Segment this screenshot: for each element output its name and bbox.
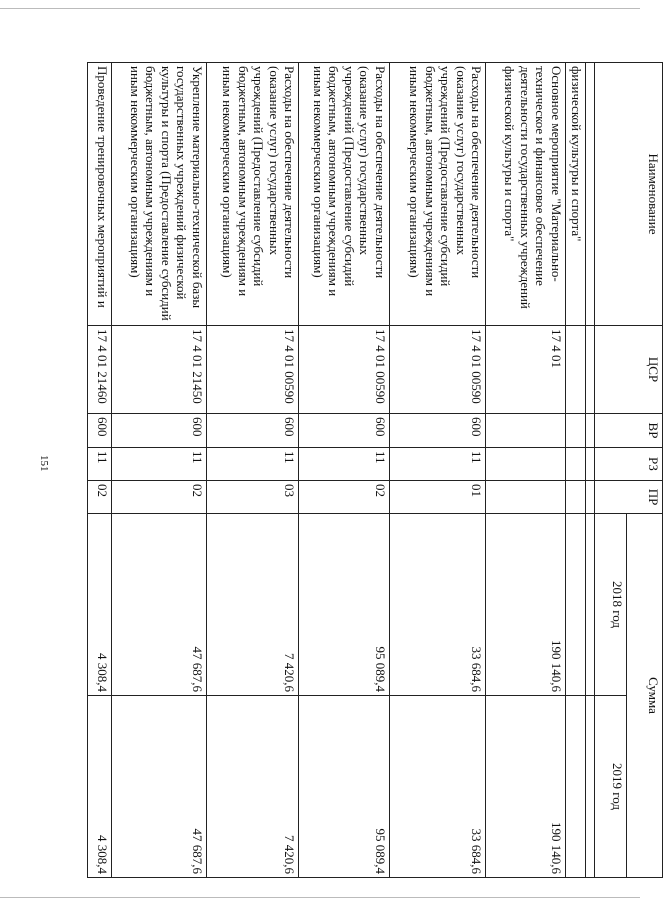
row-pr: 01 [389,481,486,514]
budget-table-rotated [87,62,663,877]
row-pr: 03 [206,481,298,514]
row-pr: 02 [112,481,207,514]
scan-edge-top [0,8,640,9]
row-pr: 02 [88,481,112,514]
row-pr [565,481,585,514]
header-name: Наименование [594,63,662,326]
header-csr: ЦСР [594,326,662,414]
row-vr: 600 [206,414,298,448]
row-sum-2018: 7 420,6 [206,514,298,696]
row-sum-2019 [565,696,585,878]
page-number: 151 [38,455,50,472]
table-row [112,63,207,878]
row-vr: 600 [299,414,389,448]
row-csr: 17 4 01 [486,326,565,414]
spacer-row [585,63,594,878]
row-name: Проведение тренировочных мероприятий и [88,63,112,326]
row-name: Расходы на обеспечение деятельности (оказание услуг) государственных учреждений (Предоставление субсидий бюджетным, автономным учреждениям и иным некоммерческим организациям) [206,63,298,326]
row-sum-2018: 47 687,6 [112,514,207,696]
row-csr: 17 4 01 21460 [88,326,112,414]
row-pr: 02 [299,481,389,514]
scan-edge-bottom [0,897,640,898]
row-rz: 11 [389,448,486,481]
row-name: Укрепление материально-технической базы государственных учреждений физической культуры и спорта (Предоставление субсидий бюджетным, автономным учреждениям и иным некоммерческим организациям) [112,63,207,326]
table-row [88,63,112,878]
table-row [299,63,389,878]
table-row [486,63,565,878]
header-sum: Сумма [626,514,662,878]
row-csr: 17 4 01 00590 [389,326,486,414]
row-sum-2019: 95 089,4 [299,696,389,878]
row-sum-2019: 4 308,4 [88,696,112,878]
table-row [565,63,585,878]
row-pr [486,481,565,514]
table-row [206,63,298,878]
row-rz [486,448,565,481]
row-rz [565,448,585,481]
row-name: Расходы на обеспечение деятельности (оказание услуг) государственных учреждений (Предоставление субсидий бюджетным, автономным учреждениям и иным некоммерческим организациям) [299,63,389,326]
row-name: физической культуры и спорта" [565,63,585,326]
row-vr [486,414,565,448]
row-csr [565,326,585,414]
budget-table [87,62,663,878]
row-vr: 600 [389,414,486,448]
header-2018: 2018 год [594,514,626,696]
table-row [389,63,486,878]
row-rz: 11 [88,448,112,481]
row-sum-2018: 190 140,6 [486,514,565,696]
header-2019: 2019 год [594,696,626,878]
row-sum-2018: 95 089,4 [299,514,389,696]
header-rz: РЗ [594,448,662,481]
row-name: Расходы на обеспечение деятельности (оказание услуг) государственных учреждений (Предоставление субсидий бюджетным, автономным учреждениям и иным некоммерческим организациям) [389,63,486,326]
row-csr: 17 4 01 00590 [206,326,298,414]
row-rz: 11 [299,448,389,481]
header-row [626,63,662,878]
row-csr: 17 4 01 21450 [112,326,207,414]
header-vr: ВР [594,414,662,448]
row-vr: 600 [112,414,207,448]
row-sum-2019: 190 140,6 [486,696,565,878]
row-sum-2018: 33 684,6 [389,514,486,696]
row-sum-2018: 4 308,4 [88,514,112,696]
row-csr: 17 4 01 00590 [299,326,389,414]
row-vr: 600 [88,414,112,448]
row-vr [565,414,585,448]
row-sum-2019: 33 684,6 [389,696,486,878]
row-sum-2018 [565,514,585,696]
row-sum-2019: 7 420,6 [206,696,298,878]
header-pr: ПР [594,481,662,514]
row-sum-2019: 47 687,6 [112,696,207,878]
row-name: Основное мероприятие "Материально-техническое и финансовое обеспечение деятельности государственных учреждений физической культуры и спорта" [486,63,565,326]
row-rz: 11 [112,448,207,481]
row-rz: 11 [206,448,298,481]
